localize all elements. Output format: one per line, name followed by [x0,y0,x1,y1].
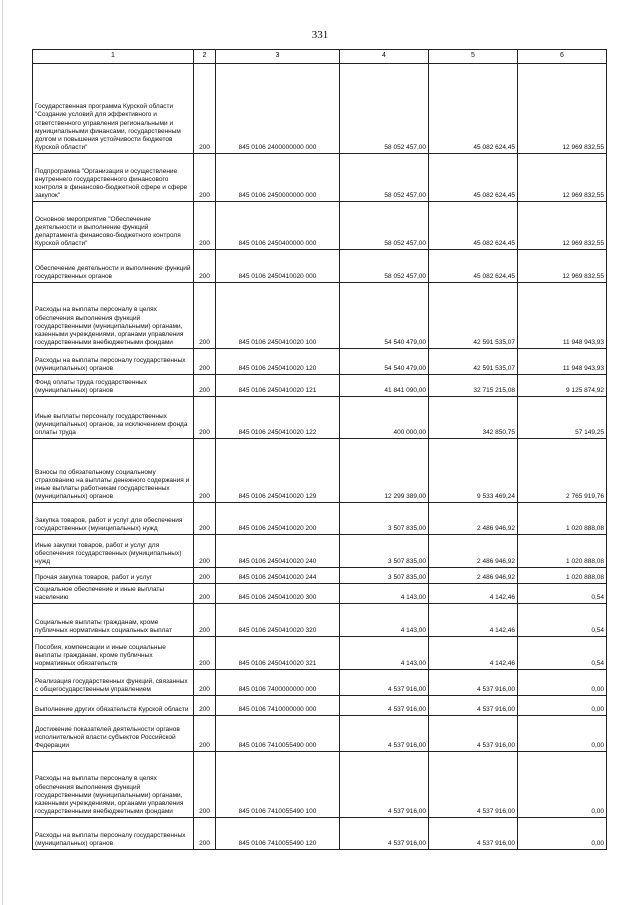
row-unexecuted-amount: 11 948 943,93 [518,349,607,375]
row-name: Достижение показателей деятельности органов исполнительной власти субъектов Российской Федерации [33,716,194,752]
row-budget-code: 845 0106 2450410020 321 [216,637,340,670]
table-row [33,349,607,375]
row-approved-amount: 4 537 916,00 [340,696,429,716]
row-approved-amount: 58 052 457,00 [340,202,429,250]
row-unexecuted-amount: 0,00 [518,716,607,752]
row-budget-code: 845 0106 2450410020 000 [216,250,340,283]
row-approved-amount: 12 299 389,00 [340,439,429,503]
row-name: Реализация государственных функций, связанных с общегосударственным управлением [33,670,194,696]
row-executed-amount: 4 142,46 [429,584,518,604]
row-approved-amount: 58 052 457,00 [340,154,429,202]
row-line-code: 200 [194,568,216,584]
column-header: 5 [429,50,518,64]
row-line-code: 200 [194,349,216,375]
table-row [33,568,607,584]
row-name: Основное мероприятие "Обеспечение деятельности и выполнение функций департамента финансово-бюджетного контроля Курской области" [33,202,194,250]
row-budget-code: 845 0106 2450410020 320 [216,604,340,637]
row-name: Прочая закупка товаров, работ и услуг [33,568,194,584]
row-line-code: 200 [194,64,216,154]
row-executed-amount: 42 591 535,07 [429,283,518,349]
row-approved-amount: 3 507 835,00 [340,568,429,584]
row-executed-amount: 32 715 215,08 [429,375,518,397]
page-edge [2,0,3,905]
row-unexecuted-amount: 0,00 [518,818,607,850]
row-line-code: 200 [194,154,216,202]
row-unexecuted-amount: 9 125 874,92 [518,375,607,397]
row-line-code: 200 [194,637,216,670]
page-number: 331 [311,29,329,41]
row-budget-code: 845 0106 2450410020 129 [216,439,340,503]
row-approved-amount: 54 540 479,00 [340,283,429,349]
row-name: Расходы на выплаты персоналу в целях обеспечения выполнения функций государственными (муниципальными) органами, казенными учреждениями, органами управления государственными внебюджетными фондами [33,283,194,349]
row-approved-amount: 58 052 457,00 [340,250,429,283]
row-executed-amount: 2 486 946,92 [429,535,518,568]
row-unexecuted-amount: 0,54 [518,584,607,604]
table-row [33,202,607,250]
row-name: Закупка товаров, работ и услуг для обеспечения государственных (муниципальных) нужд [33,503,194,535]
row-line-code: 200 [194,535,216,568]
row-budget-code: 845 0106 7410055490 000 [216,716,340,752]
row-approved-amount: 3 507 835,00 [340,503,429,535]
row-approved-amount: 4 143,00 [340,604,429,637]
row-line-code: 200 [194,375,216,397]
row-executed-amount: 45 082 624,45 [429,250,518,283]
column-header: 4 [340,50,429,64]
row-approved-amount: 41 841 090,00 [340,375,429,397]
row-line-code: 200 [194,283,216,349]
row-name: Обеспечение деятельности и выполнение функций государственных органов [33,250,194,283]
column-header: 1 [33,50,194,64]
table-row [33,154,607,202]
row-line-code: 200 [194,670,216,696]
table-row [33,584,607,604]
row-name: Иные выплаты персоналу государственных (муниципальных) органов, за исключением фонда оплаты труда [33,397,194,439]
row-unexecuted-amount: 2 765 919,76 [518,439,607,503]
row-approved-amount: 54 540 479,00 [340,349,429,375]
row-line-code: 200 [194,716,216,752]
table-header-row [33,50,607,64]
row-name: Расходы на выплаты персоналу государственных (муниципальных) органов [33,818,194,850]
row-unexecuted-amount: 12 969 832,55 [518,154,607,202]
row-line-code: 200 [194,397,216,439]
row-line-code: 200 [194,604,216,637]
row-approved-amount: 4 537 916,00 [340,716,429,752]
row-budget-code: 845 0106 2450400000 000 [216,202,340,250]
row-line-code: 200 [194,584,216,604]
row-executed-amount: 45 082 624,45 [429,202,518,250]
row-approved-amount: 58 052 457,00 [340,64,429,154]
table-row [33,604,607,637]
row-unexecuted-amount: 57 149,25 [518,397,607,439]
row-executed-amount: 42 591 535,07 [429,349,518,375]
row-approved-amount: 4 537 916,00 [340,752,429,818]
row-executed-amount: 4 537 916,00 [429,696,518,716]
row-budget-code: 845 0106 2450410020 121 [216,375,340,397]
row-unexecuted-amount: 1 020 888,08 [518,503,607,535]
row-unexecuted-amount: 0,54 [518,637,607,670]
row-name: Социальное обеспечение и иные выплаты населению [33,584,194,604]
column-header: 2 [194,50,216,64]
row-name: Расходы на выплаты персоналу государственных (муниципальных) органов [33,349,194,375]
row-name: Подпрограмма "Организация и осуществление внутреннего государственного финансового контроля в финансово-бюджетной сфере и сфере закупок" [33,154,194,202]
row-executed-amount: 9 533 469,24 [429,439,518,503]
table-row [33,375,607,397]
table-row [33,752,607,818]
row-unexecuted-amount: 1 020 888,08 [518,535,607,568]
row-budget-code: 845 0106 2450410020 200 [216,503,340,535]
row-executed-amount: 4 537 916,00 [429,818,518,850]
row-executed-amount: 45 082 624,45 [429,154,518,202]
row-line-code: 200 [194,250,216,283]
table-row [33,670,607,696]
table-row [33,637,607,670]
row-unexecuted-amount: 0,54 [518,604,607,637]
row-approved-amount: 4 537 916,00 [340,670,429,696]
row-budget-code: 845 0106 2450000000 000 [216,154,340,202]
row-budget-code: 845 0106 2450410020 244 [216,568,340,584]
column-header: 6 [518,50,607,64]
row-executed-amount: 4 142,46 [429,604,518,637]
row-approved-amount: 400 000,00 [340,397,429,439]
row-executed-amount: 4 142,46 [429,637,518,670]
row-unexecuted-amount: 12 969 832,55 [518,202,607,250]
row-name: Иные закупки товаров, работ и услуг для обеспечения государственных (муниципальных) нужд [33,535,194,568]
row-name: Выполнение других обязательств Курской области [33,696,194,716]
row-budget-code: 845 0106 2450410020 240 [216,535,340,568]
row-line-code: 200 [194,696,216,716]
row-line-code: 200 [194,439,216,503]
row-budget-code: 845 0106 2400000000 000 [216,64,340,154]
row-executed-amount: 342 850,75 [429,397,518,439]
row-budget-code: 845 0106 7410055490 100 [216,752,340,818]
row-executed-amount: 4 537 916,00 [429,752,518,818]
row-executed-amount: 45 082 624,45 [429,64,518,154]
row-unexecuted-amount: 1 020 888,08 [518,568,607,584]
row-unexecuted-amount: 12 969 832,55 [518,64,607,154]
table-row [33,283,607,349]
row-budget-code: 845 0106 2450410020 120 [216,349,340,375]
table-row [33,64,607,154]
table-row [33,716,607,752]
row-executed-amount: 2 486 946,92 [429,568,518,584]
row-line-code: 200 [194,752,216,818]
table-row [33,535,607,568]
row-unexecuted-amount: 0,00 [518,696,607,716]
row-line-code: 200 [194,818,216,850]
row-unexecuted-amount: 0,00 [518,670,607,696]
row-unexecuted-amount: 0,00 [518,752,607,818]
row-budget-code: 845 0106 2450410020 122 [216,397,340,439]
table-row [33,696,607,716]
row-budget-code: 845 0106 2450410020 100 [216,283,340,349]
column-header: 3 [216,50,340,64]
budget-table [32,49,607,850]
table-row [33,503,607,535]
row-executed-amount: 4 537 916,00 [429,716,518,752]
row-line-code: 200 [194,202,216,250]
table-row [33,397,607,439]
table-row [33,250,607,283]
table-row [33,818,607,850]
row-budget-code: 845 0106 7400000000 000 [216,670,340,696]
row-approved-amount: 3 507 835,00 [340,535,429,568]
row-approved-amount: 4 143,00 [340,584,429,604]
row-budget-code: 845 0106 7410055490 120 [216,818,340,850]
table-row [33,439,607,503]
row-executed-amount: 4 537 916,00 [429,670,518,696]
row-approved-amount: 4 143,00 [340,637,429,670]
row-name: Фонд оплаты труда государственных (муниципальных) органов [33,375,194,397]
row-name: Пособия, компенсации и иные социальные выплаты гражданам, кроме публичных нормативных обязательств [33,637,194,670]
row-unexecuted-amount: 11 948 943,93 [518,283,607,349]
row-budget-code: 845 0106 2450410020 300 [216,584,340,604]
row-name: Расходы на выплаты персоналу в целях обеспечения выполнения функций государственными (муниципальными) органами, казенными учреждениями, органами управления государственными внебюджетными фондами [33,752,194,818]
row-executed-amount: 2 486 946,92 [429,503,518,535]
row-approved-amount: 4 537 916,00 [340,818,429,850]
row-budget-code: 845 0106 7410000000 000 [216,696,340,716]
row-name: Взносы по обязательному социальному страхованию на выплаты денежного содержания и иные выплаты работникам государственных (муниципальных) органов [33,439,194,503]
row-unexecuted-amount: 12 969 832,55 [518,250,607,283]
row-name: Социальные выплаты гражданам, кроме публичных нормативных социальных выплат [33,604,194,637]
row-line-code: 200 [194,503,216,535]
row-name: Государственная программа Курской области "Создание условий для эффективного и ответственного управления региональными и муниципальными финансами, государственным долгом и повышения устойчивости бюджетов Курской области" [33,64,194,154]
